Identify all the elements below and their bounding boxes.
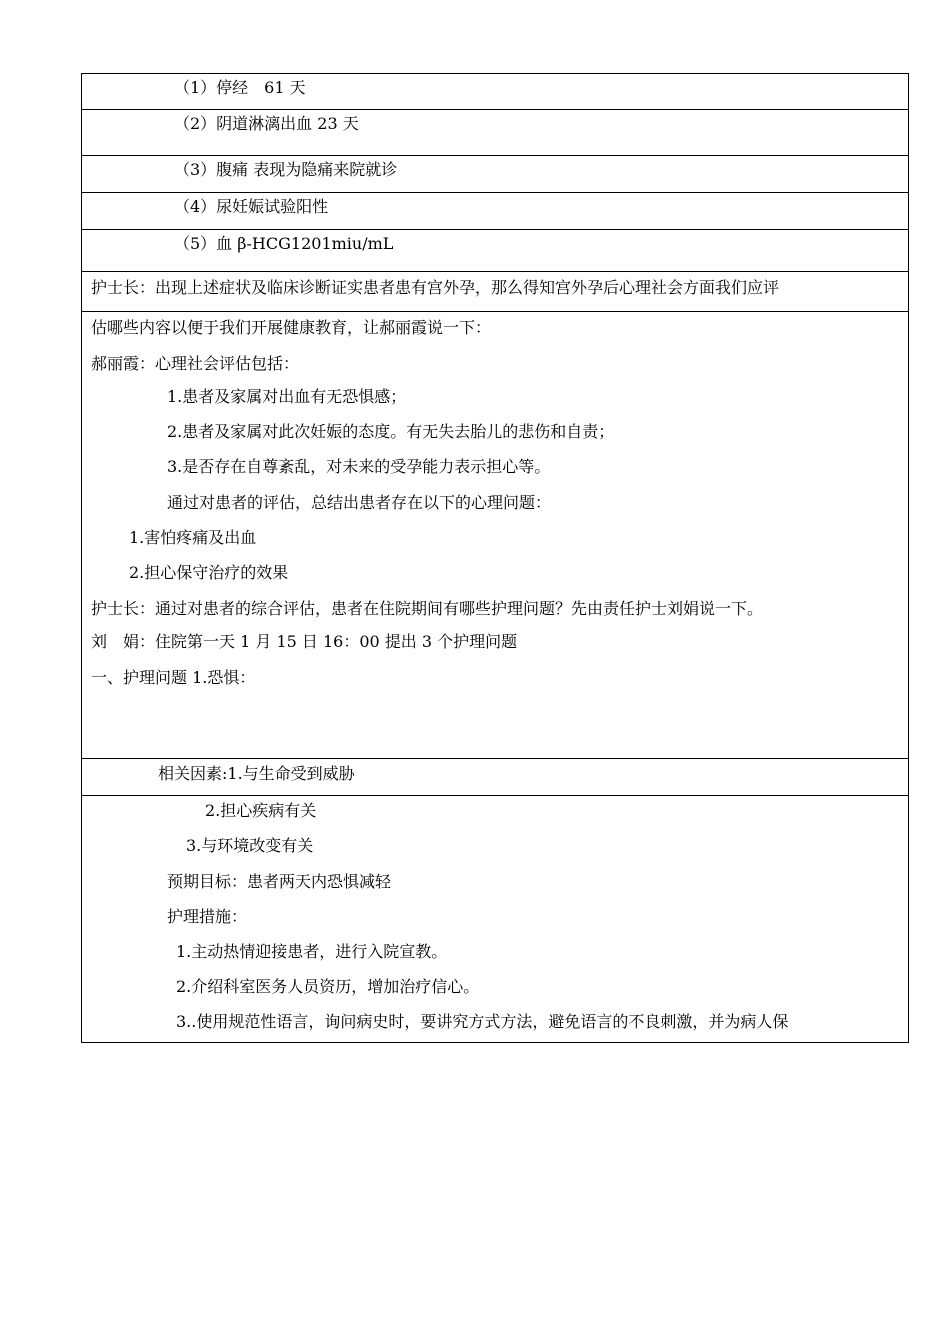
related-factor: 相关因素:1.与生命受到威胁 bbox=[158, 764, 355, 783]
table-row bbox=[81, 759, 909, 796]
list-item: 1.害怕疼痛及出血 bbox=[129, 528, 257, 547]
paragraph-line: 护士长：通过对患者的综合评估，患者在住院期间有哪些护理问题？先由责任护士刘娟说一下。 bbox=[91, 599, 764, 618]
nursing-problem-heading: 一、护理问题 1.恐惧： bbox=[91, 668, 256, 687]
table-row bbox=[81, 110, 909, 156]
list-item: 3.是否存在自尊紊乱，对未来的受孕能力表示担心等。 bbox=[167, 457, 551, 476]
list-item: 3.与环境改变有关 bbox=[186, 836, 314, 855]
list-item: 2.担心保守治疗的效果 bbox=[129, 563, 289, 582]
symptom-pregnancy-test: （4）尿妊娠试验阳性 bbox=[174, 197, 329, 216]
paragraph-line: 估哪些内容以便于我们开展健康教育，让郝丽霞说一下： bbox=[91, 318, 492, 337]
record-table bbox=[81, 73, 909, 1043]
paragraph-line: 郝丽霞：心理社会评估包括： bbox=[91, 354, 300, 373]
table-row bbox=[81, 272, 909, 312]
table-row bbox=[81, 230, 909, 272]
head-nurse-question: 护士长：出现上述症状及临床诊断证实患者患有宫外孕，那么得知宫外孕后心理社会方面我们应评 bbox=[91, 278, 780, 297]
discussion-block bbox=[81, 312, 909, 759]
list-item: 2.患者及家属对此次妊娠的态度。有无失去胎儿的悲伤和自责； bbox=[167, 422, 615, 441]
paragraph-line: 通过对患者的评估，总结出患者存在以下的心理问题： bbox=[167, 493, 552, 512]
paragraph-line: 刘 娟：住院第一天 1 月 15 日 16：00 提出 3 个护理问题 bbox=[91, 632, 518, 651]
nursing-measures-heading: 护理措施： bbox=[167, 907, 248, 926]
list-item: 2.介绍科室医务人员资历，增加治疗信心。 bbox=[176, 977, 480, 996]
list-item: 2.担心疾病有关 bbox=[205, 801, 317, 820]
list-item: 3..使用规范性语言，询问病史时，要讲究方式方法，避免语言的不良刺激，并为病人保 bbox=[176, 1012, 789, 1031]
expected-goal: 预期目标：患者两天内恐惧减轻 bbox=[167, 872, 392, 891]
symptom-amenorrhea: （1）停经 61 天 bbox=[174, 78, 306, 97]
table-row bbox=[81, 73, 909, 110]
table-row bbox=[81, 193, 909, 230]
symptom-abdominal-pain: （3）腹痛 表现为隐痛来院就诊 bbox=[174, 160, 398, 179]
symptom-hcg: （5）血 β-HCG1201miu/mL bbox=[174, 234, 394, 253]
table-row bbox=[81, 156, 909, 193]
nursing-plan-block bbox=[81, 796, 909, 1043]
symptom-bleeding: （2）阴道淋漓出血 23 天 bbox=[174, 114, 359, 133]
list-item: 1.患者及家属对出血有无恐惧感； bbox=[167, 387, 407, 406]
list-item: 1.主动热情迎接患者，进行入院宣教。 bbox=[176, 942, 448, 961]
